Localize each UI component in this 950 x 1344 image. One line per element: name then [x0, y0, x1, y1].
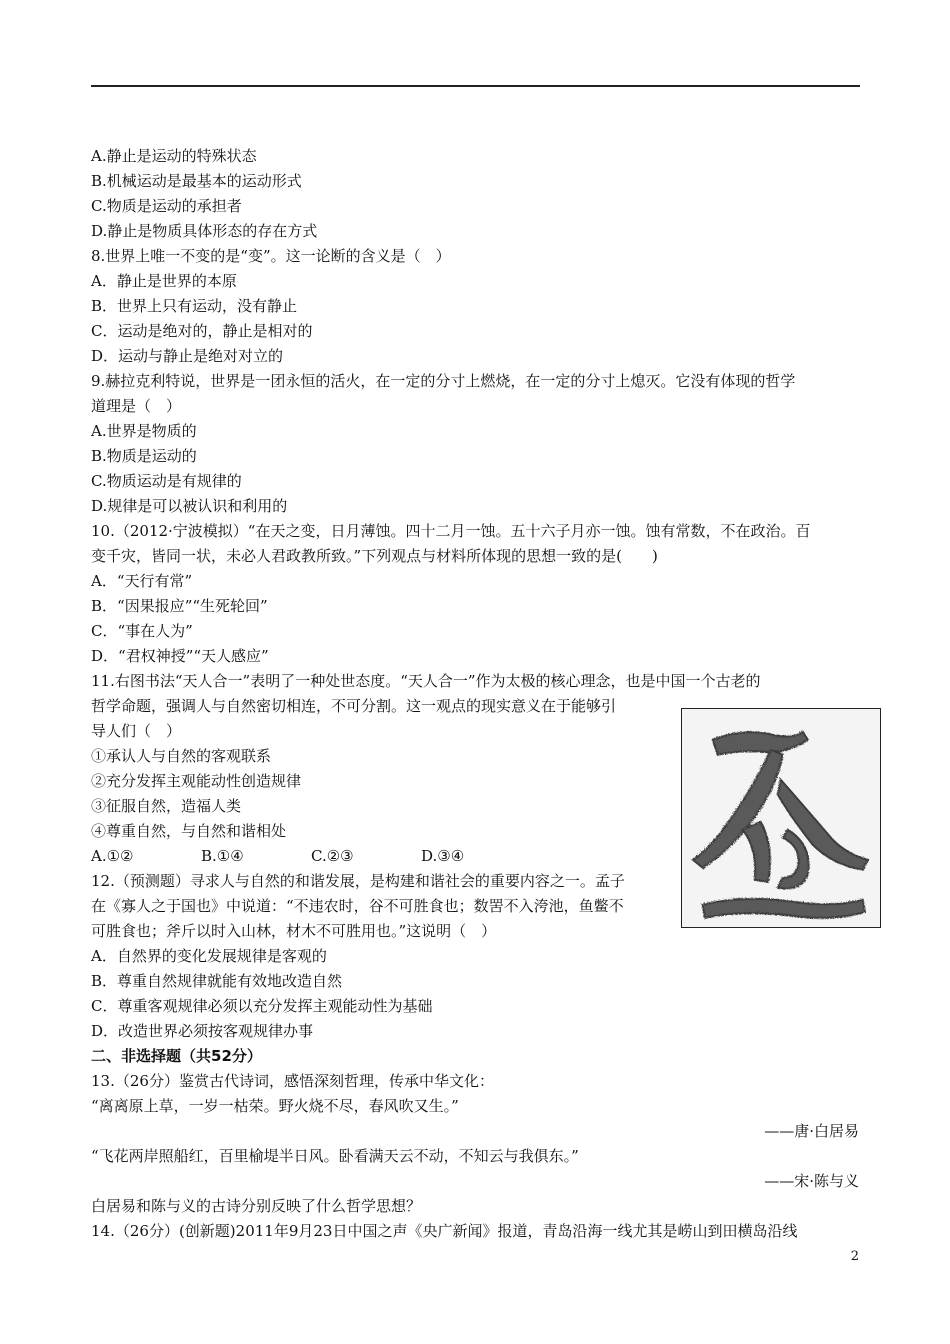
question-10: 10.（2012·宁波模拟）“在天之变，日月薄蚀。四十二月一蚀。五十六子月亦一蚀。蚀有常数，不在政治。百	[91, 522, 811, 540]
option-10c: C．“事在人为”	[91, 622, 193, 640]
question-11: 11.右图书法“天人合一”表明了一种处世态度。“天人合一”作为太极的核心理念，也是中国一个古老的	[91, 672, 761, 690]
option-11b: B.①④	[201, 847, 244, 865]
option-10a: A．“天行有常”	[91, 572, 193, 590]
option-9c: C.物质运动是有规律的	[91, 472, 242, 490]
option-7b: B.机械运动是最基本的运动形式	[91, 172, 302, 190]
option-11c: C.②③	[311, 847, 354, 865]
question-14: 14.（26分）(创新题)2011年9月23日中国之声《央广新闻》报道，青岛沿海一线尤其是崂山到田横岛沿线	[91, 1222, 798, 1240]
page-number: 2	[850, 1249, 859, 1264]
question-9: 9.赫拉克利特说，世界是一团永恒的活火，在一定的分寸上燃烧，在一定的分寸上熄灭。它没有体现的哲学	[91, 372, 796, 390]
option-9b: B.物质是运动的	[91, 447, 197, 465]
option-12d: D．改造世界必须按客观规律办事	[91, 1022, 314, 1040]
question-8: 8.世界上唯一不变的是“变”。这一论断的含义是（ ）	[91, 247, 451, 265]
option-12a: A．自然界的变化发展规律是客观的	[91, 947, 327, 965]
option-9a: A.世界是物质的	[91, 422, 197, 440]
option-10b: B．“因果报应”“生死轮回”	[91, 597, 268, 615]
option-11a: A.①②	[91, 847, 134, 865]
option-12c: C．尊重客观规律必须以充分发挥主观能动性为基础	[91, 997, 433, 1015]
option-10d: D．“君权神授”“天人感应”	[91, 647, 269, 665]
calligraphy-image	[681, 708, 881, 928]
statement-2: ②充分发挥主观能动性创造规律	[91, 772, 302, 790]
poem-2-author: ——宋·陈与义	[764, 1172, 859, 1190]
option-8a: A．静止是世界的本原	[91, 272, 237, 290]
header-rule	[91, 85, 860, 87]
question-12: 12.（预测题）寻求人与自然的和谐发展，是构建和谐社会的重要内容之一。孟子	[91, 872, 625, 890]
option-8d: D．运动与静止是绝对对立的	[91, 347, 284, 365]
question-11-cont: 哲学命题，强调人与自然密切相连，不可分割。这一观点的现实意义在于能够引	[91, 697, 617, 715]
option-7d: D.静止是物质具体形态的存在方式	[91, 222, 318, 240]
options-11	[91, 846, 531, 866]
question-11-cont2: 导人们（ ）	[91, 722, 182, 740]
option-8b: B．世界上只有运动，没有静止	[91, 297, 298, 315]
option-11d: D.③④	[421, 847, 465, 865]
question-9-cont: 道理是（ ）	[91, 397, 182, 415]
question-13-ask: 白居易和陈与义的古诗分别反映了什么哲学思想？	[91, 1197, 422, 1215]
question-10-cont: 变千灾，皆同一状，未必人君政教所致。”下列观点与材料所体现的思想一致的是( )	[91, 547, 658, 565]
statement-4: ④尊重自然，与自然和谐相处	[91, 822, 287, 840]
option-7a: A.静止是运动的特殊状态	[91, 147, 257, 165]
option-9d: D.规律是可以被认识和利用的	[91, 497, 288, 515]
statement-3: ③征服自然，造福人类	[91, 797, 242, 815]
section-heading: 二、非选择题（共52分）	[91, 1047, 262, 1065]
poem-2: “飞花两岸照船红，百里榆堤半日风。卧看满天云不动，不知云与我俱东。”	[91, 1147, 579, 1165]
option-7c: C.物质是运动的承担者	[91, 197, 242, 215]
calligraphy-brush-strokes	[682, 709, 879, 926]
question-12-cont2: 可胜食也；斧斤以时入山林，材木不可胜用也。”这说明（ ）	[91, 922, 497, 940]
question-12-cont: 在《寡人之于国也》中说道：“不违农时，谷不可胜食也；数罟不入洿池，鱼鳖不	[91, 897, 624, 915]
poem-1-author: ——唐·白居易	[764, 1122, 859, 1140]
poem-1: “离离原上草，一岁一枯荣。野火烧不尽，春风吹又生。”	[91, 1097, 459, 1115]
option-8c: C．运动是绝对的，静止是相对的	[91, 322, 313, 340]
question-13: 13.（26分）鉴赏古代诗词，感悟深刻哲理，传承中华文化：	[91, 1072, 494, 1090]
statement-1: ①承认人与自然的客观联系	[91, 747, 272, 765]
option-12b: B．尊重自然规律就能有效地改造自然	[91, 972, 343, 990]
